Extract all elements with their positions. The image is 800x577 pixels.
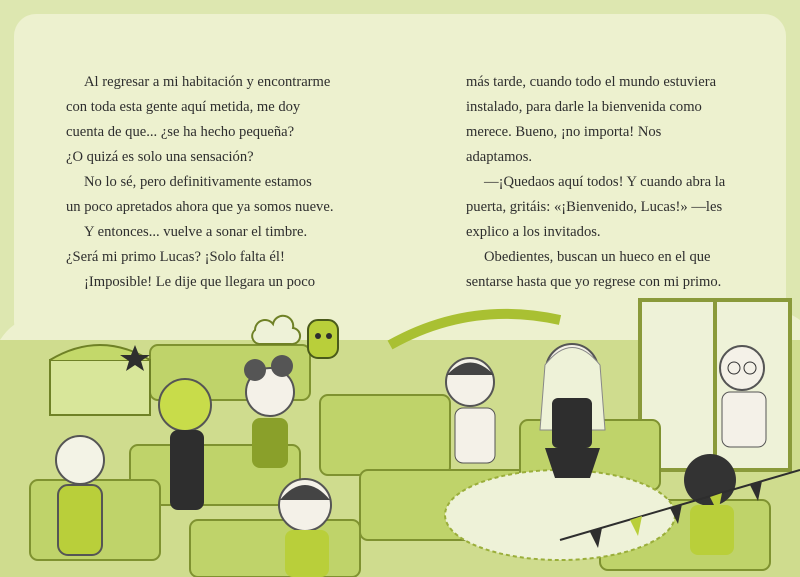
text-line: adaptamos. (466, 149, 533, 165)
text-line: un poco apretados ahora que ya somos nueve. (66, 199, 334, 215)
text-line: ¿O quizá es solo una sensación? (66, 149, 254, 165)
text-line: instalado, para darle la bienvenida como (466, 99, 702, 115)
text-line: más tarde, cuando todo el mundo estuviera (466, 74, 717, 90)
text-line: —¡Quedaos aquí todos! Y cuando abra la (484, 174, 726, 190)
text-line: ¡Imposible! Le dije que llegara un poco (84, 274, 315, 290)
text-line: merece. Bueno, ¡no importa! Nos (466, 124, 662, 140)
text-line: cuenta de que... ¿se ha hecho pequeña? (66, 124, 295, 140)
mat (190, 520, 360, 577)
round-rug (445, 470, 675, 560)
text-line: explico a los invitados. (466, 224, 601, 240)
text-line: con toda esta gente aquí metida, me doy (66, 99, 301, 115)
mat (320, 395, 450, 475)
backpack-icon (308, 320, 338, 358)
treasure-chest-icon (50, 345, 150, 415)
text-line: sentarse hasta que yo regrese con mi primo. (466, 274, 722, 290)
kid-left-boy (56, 436, 104, 555)
text-line: ¿Será mi primo Lucas? ¡Solo falta él! (66, 249, 285, 265)
text-line: puerta, gritáis: «¡Bienvenido, Lucas!» —les (466, 199, 723, 215)
text-line: Y entonces... vuelve a sonar el timbre. (84, 224, 308, 240)
text-line: Al regresar a mi habitación y encontrarme (84, 74, 331, 90)
kid-glasses-boy (720, 346, 766, 447)
kid-host-girl (540, 344, 605, 478)
text-line: Obedientes, buscan un hueco en el que (484, 249, 711, 265)
text-line: No lo sé, pero definitivamente estamos (84, 174, 312, 190)
